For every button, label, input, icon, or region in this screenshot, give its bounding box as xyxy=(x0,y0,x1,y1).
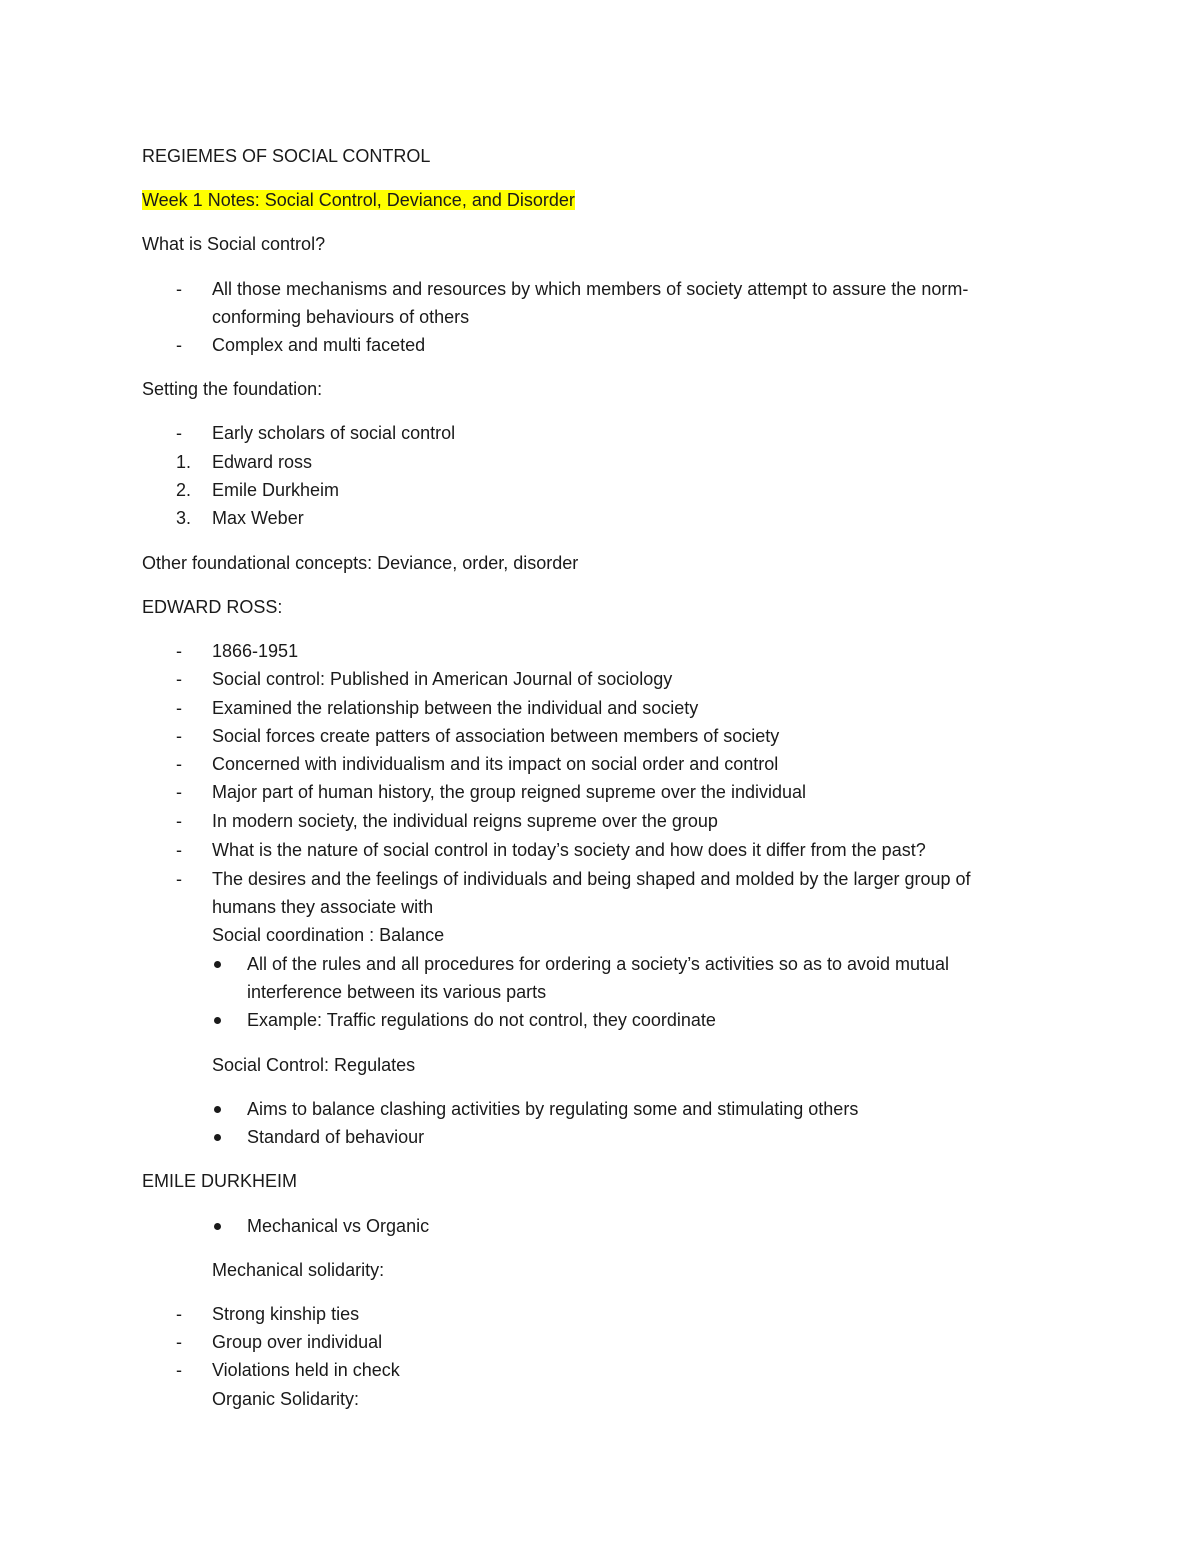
list-item xyxy=(176,637,1076,665)
bullet-item xyxy=(212,950,1072,978)
bullet-item xyxy=(212,1095,1072,1123)
list-item xyxy=(176,750,1076,778)
dash-marker: - xyxy=(176,423,182,443)
list-item-text: Group over individual xyxy=(212,1332,383,1352)
number-marker: 1. xyxy=(176,452,192,472)
number-marker: 3. xyxy=(176,508,192,528)
control-heading: Social Control: Regulates xyxy=(212,1055,416,1075)
list-item-text: 1866-1951 xyxy=(212,641,299,661)
list-item-text: Early scholars of social control xyxy=(212,423,456,443)
list-item xyxy=(176,865,1076,893)
dash-marker: - xyxy=(176,641,182,661)
bullet-item-text: Aims to balance clashing activities by regulating some and stimulating others xyxy=(247,1099,859,1119)
list-item-text: Major part of human history, the group reigned supreme over the individual xyxy=(212,782,806,802)
list-item-continuation: conforming behaviours of others xyxy=(212,307,470,327)
other-concepts: Other foundational concepts: Deviance, order, disorder xyxy=(142,553,579,573)
foundation-heading: Setting the foundation: xyxy=(142,379,323,399)
numbered-item xyxy=(176,504,776,532)
organic-heading: Organic Solidarity: xyxy=(212,1389,360,1409)
list-item-text: Examined the relationship between the individual and society xyxy=(212,698,699,718)
dash-marker: - xyxy=(176,1332,182,1352)
numbered-item-text: Max Weber xyxy=(212,508,304,528)
list-item-text: Violations held in check xyxy=(212,1360,400,1380)
dash-marker: - xyxy=(176,840,182,860)
numbered-item xyxy=(176,448,776,476)
list-item xyxy=(176,807,1076,835)
numbered-item xyxy=(176,476,776,504)
list-item xyxy=(176,419,1076,447)
bullet-item xyxy=(212,1123,1072,1151)
list-item xyxy=(176,722,1076,750)
list-item xyxy=(176,694,1076,722)
dash-marker: - xyxy=(176,811,182,831)
bullet-icon xyxy=(214,961,221,968)
dash-marker: - xyxy=(176,782,182,802)
list-item-text: Complex and multi faceted xyxy=(212,335,426,355)
document-title: REGIEMES OF SOCIAL CONTROL xyxy=(142,146,431,166)
list-item xyxy=(176,665,1076,693)
bullet-item-continuation: interference between its various parts xyxy=(247,982,547,1002)
bullet-icon xyxy=(214,1017,221,1024)
dash-marker: - xyxy=(176,1360,182,1380)
list-item-text: Concerned with individualism and its impact on social order and control xyxy=(212,754,779,774)
durkheim-heading: EMILE DURKHEIM xyxy=(142,1171,298,1191)
dash-marker: - xyxy=(176,698,182,718)
list-item-text: Social control: Published in American Journal of sociology xyxy=(212,669,673,689)
list-item xyxy=(176,778,1076,806)
bullet-item xyxy=(212,1006,1072,1034)
week-heading-highlight: Week 1 Notes: Social Control, Deviance, and Disorder xyxy=(142,190,575,210)
bullet-item-text: Mechanical vs Organic xyxy=(247,1216,430,1236)
list-item xyxy=(176,275,1076,303)
week-heading xyxy=(142,186,575,214)
dash-marker: - xyxy=(176,754,182,774)
bullet-item-text: Standard of behaviour xyxy=(247,1127,425,1147)
numbered-item-text: Emile Durkheim xyxy=(212,480,340,500)
list-item-text: All those mechanisms and resources by which members of society attempt to assure the norm- xyxy=(212,279,969,299)
numbered-item-text: Edward ross xyxy=(212,452,313,472)
bullet-item-text: All of the rules and all procedures for ordering a society’s activities so as to avoid mutual xyxy=(247,954,950,974)
dash-marker: - xyxy=(176,279,182,299)
dash-marker: - xyxy=(176,669,182,689)
list-item-text: What is the nature of social control in today’s society and how does it differ from the past? xyxy=(212,840,926,860)
bullet-item-text: Example: Traffic regulations do not control, they coordinate xyxy=(247,1010,716,1030)
list-item-text: Strong kinship ties xyxy=(212,1304,360,1324)
bullet-icon xyxy=(214,1134,221,1141)
list-item xyxy=(176,1356,1076,1384)
coordination-heading: Social coordination : Balance xyxy=(212,925,445,945)
list-item-text: In modern society, the individual reigns supreme over the group xyxy=(212,811,718,831)
bullet-icon xyxy=(214,1223,221,1230)
bullet-icon xyxy=(214,1106,221,1113)
list-item xyxy=(176,331,1076,359)
dash-marker: - xyxy=(176,726,182,746)
dash-marker: - xyxy=(176,1304,182,1324)
list-item-text: The desires and the feelings of individuals and being shaped and molded by the larger group of xyxy=(212,869,971,889)
bullet-item xyxy=(212,1212,1072,1240)
list-item-continuation: humans they associate with xyxy=(212,897,434,917)
dash-marker: - xyxy=(176,869,182,889)
list-item xyxy=(176,1328,1076,1356)
mechanical-heading: Mechanical solidarity: xyxy=(212,1260,385,1280)
number-marker: 2. xyxy=(176,480,192,500)
list-item-text: Social forces create patters of association between members of society xyxy=(212,726,780,746)
dash-marker: - xyxy=(176,335,182,355)
list-item xyxy=(176,1300,1076,1328)
list-item xyxy=(176,836,1076,864)
question-social-control: What is Social control? xyxy=(142,234,326,254)
ross-heading: EDWARD ROSS: xyxy=(142,597,283,617)
